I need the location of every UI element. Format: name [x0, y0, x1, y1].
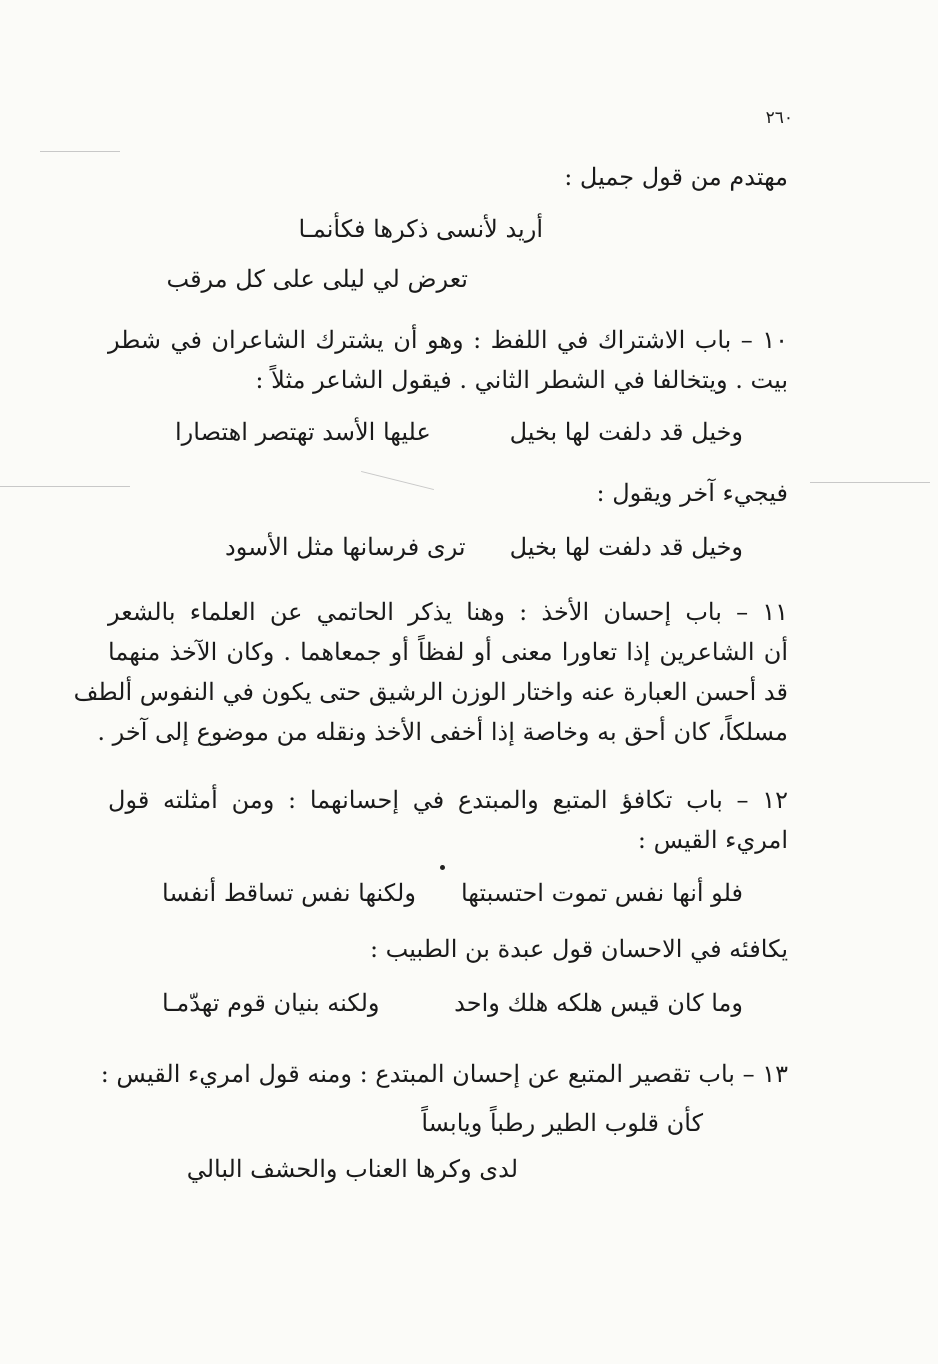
page-number: ٢٦٠ — [765, 108, 793, 128]
para10-line3: فيجيء آخر ويقول : — [596, 479, 788, 507]
verse1-hemistich-2: تعرض لي ليلى على كل مرقب — [166, 265, 468, 293]
verse4-hemistich-2: ولكنها نفس تساقط أنفسا — [162, 879, 416, 907]
verse4-hemistich-1: فلو أنها نفس تموت احتسبتها — [460, 879, 743, 907]
para13-line1: ١٣ – باب تقصير المتبع عن إحسان المبتدع : ومنه قول امريء القيس : — [100, 1060, 788, 1088]
scan-artifact-line — [810, 482, 930, 483]
para12-line2: امريء القيس : — [637, 826, 788, 854]
verse2-hemistich-2: عليها الأسد تهتصر اهتصارا — [175, 418, 431, 446]
verse3-hemistich-2: ترى فرسانها مثل الأسود — [225, 533, 466, 561]
verse6-hemistich-1: كأن قلوب الطير رطباً ويابساً — [421, 1109, 703, 1137]
verse2-hemistich-1: وخيل قد دلفت لها بخيل — [509, 418, 743, 446]
verse1-hemistich-1: أريد لأنسى ذكرها فكأنمـا — [298, 215, 543, 243]
para10-line2: بيت . ويتخالفا في الشطر الثاني . فيقول الشاعر مثلاً : — [255, 366, 788, 394]
verse6-hemistich-2: لدى وكرها العناب والحشف البالي — [186, 1155, 518, 1183]
para11-line4: مسلكاً، كان أحق به وخاصة إذا أخفى الأخذ ونقله من موضوع إلى آخر . — [97, 718, 788, 746]
para12-line1: ١٢ – باب تكافؤ المتبع والمبتدع في إحسانهما : ومن أمثلته قول — [108, 786, 788, 814]
para10-line1: ١٠ – باب الاشتراك في اللفظ : وهو أن يشترك الشاعران في شطر — [108, 326, 788, 354]
verse5-hemistich-1: وما كان قيس هلكه هلك واحد — [454, 989, 743, 1017]
para11-line1: ١١ – باب إحسان الأخذ : وهنا يذكر الحاتمي عن العلماء بالشعر — [108, 598, 788, 626]
scan-artifact-line — [40, 151, 120, 152]
verse3-hemistich-1: وخيل قد دلفت لها بخيل — [509, 533, 743, 561]
intro-line: مهتدم من قول جميل : — [564, 163, 788, 191]
ink-dot — [440, 865, 445, 870]
verse5-hemistich-2: ولكنه بنيان قوم تهدّمـا — [162, 989, 380, 1017]
para12-line3: يكافئه في الاحسان قول عبدة بن الطبيب : — [369, 935, 788, 963]
para11-line2: أن الشاعرين إذا تعاورا معنى أو لفظاً أو جمعاهما . وكان الآخذ منهما — [108, 638, 788, 666]
para11-line3: قد أحسن العبارة عنه واختار الوزن الرشيق حتى يكون في النفوس ألطف — [73, 678, 788, 706]
